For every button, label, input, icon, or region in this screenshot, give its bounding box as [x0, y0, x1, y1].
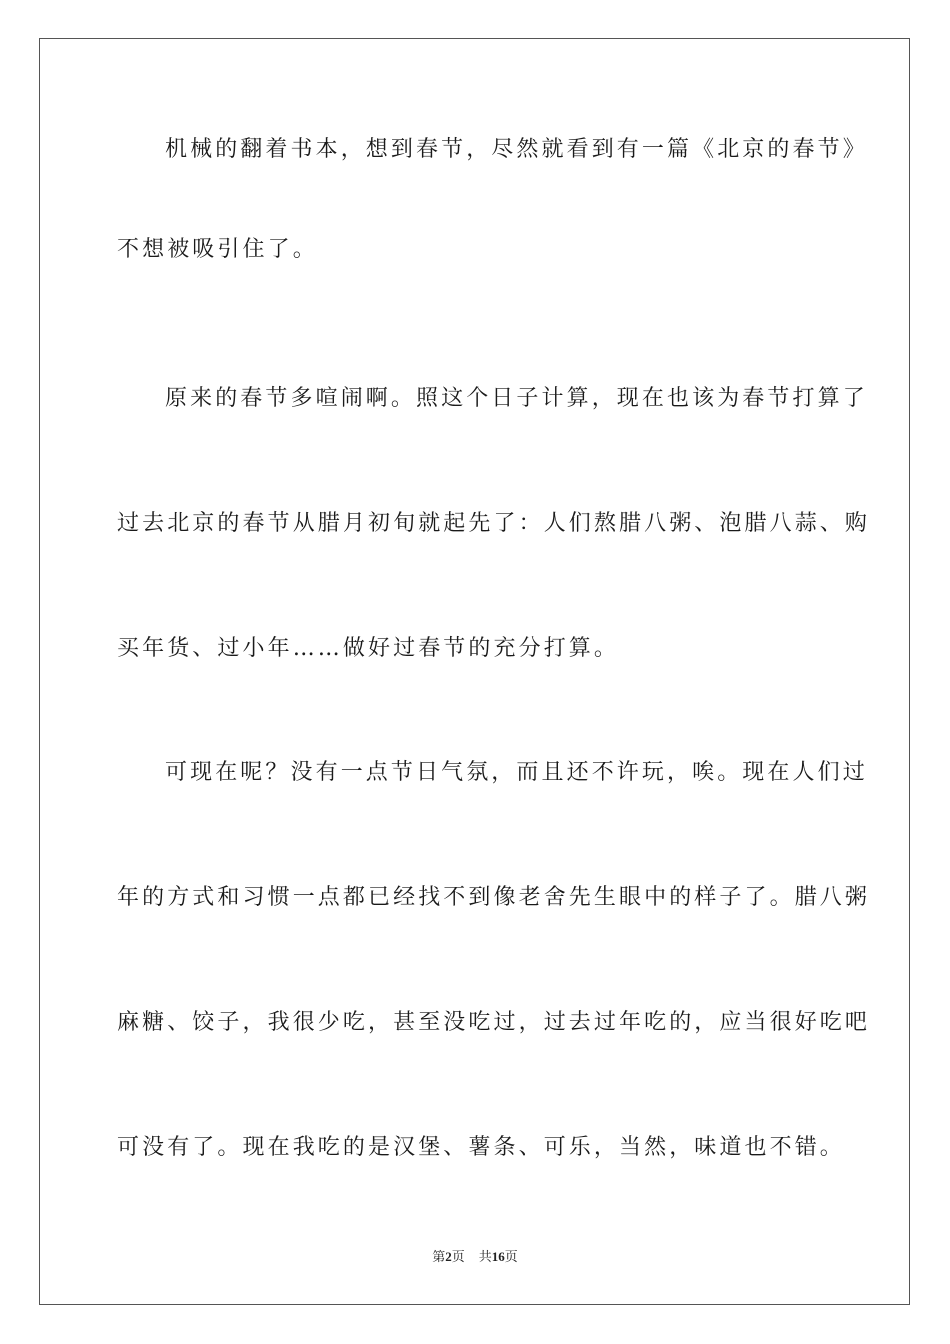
footer-page-number: 2 — [445, 1249, 452, 1264]
text-line-4: 过去北京的春节从腊月初旬就起先了：人们熬腊八粥、泡腊八蒜、购 — [117, 511, 871, 536]
page-border — [39, 38, 910, 1305]
text-line-7: 年的方式和习惯一点都已经找不到像老舍先生眼中的样子了。腊八粥 — [117, 885, 871, 910]
text-line-6: 可现在呢？没有一点节日气氛，而且还不许玩，唉。现在人们过 — [165, 760, 868, 785]
footer-total-suffix: 页 — [504, 1250, 518, 1265]
text-line-9: 可没有了。现在我吃的是汉堡、薯条、可乐，当然，味道也不错。 — [117, 1135, 845, 1160]
page-footer — [0, 1248, 950, 1267]
footer-total-pages: 16 — [491, 1249, 505, 1264]
footer-page-prefix: 第 — [432, 1250, 446, 1265]
footer-page-suffix: 页 — [451, 1250, 465, 1265]
text-line-5: 买年货、过小年……做好过春节的充分打算。 — [117, 636, 620, 661]
text-line-1: 机械的翻着书本，想到春节，尽然就看到有一篇《北京的春节》 — [165, 137, 868, 162]
text-line-2: 不想被吸引住了。 — [117, 237, 318, 262]
footer-total-prefix: 共 — [478, 1250, 492, 1265]
text-line-3: 原来的春节多喧闹啊。照这个日子计算，现在也该为春节打算了 — [165, 386, 868, 411]
text-line-8: 麻糖、饺子，我很少吃，甚至没吃过，过去过年吃的，应当很好吃吧 — [117, 1010, 871, 1035]
